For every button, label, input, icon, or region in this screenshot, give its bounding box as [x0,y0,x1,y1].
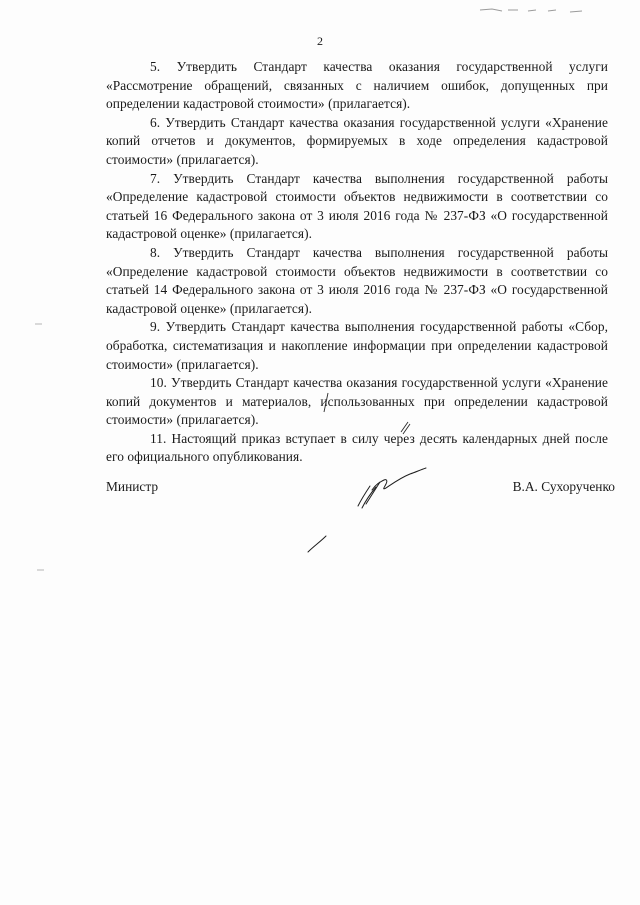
order-body [106,58,608,467]
signer-position: Министр [106,479,159,494]
paragraph-item-6: 6. Утвердить Стандарт качества оказания государственной услуги «Хранение копий отчетов и документов, формируемых в ходе определения кадастровой стоимости» (прилагается). [106,114,608,167]
paragraph-item-11: 11. Настоящий приказ вступает в силу через десять календарных дней после его официального опубликования. [106,430,608,465]
scan-mark-top-right [478,4,588,16]
scan-mark-left-2 [36,568,46,572]
page-number: 2 [317,34,323,48]
signer-name: В.А. Сухорученко [512,479,615,494]
paragraph-item-7: 7. Утвердить Стандарт качества выполнения государственной работы «Определение кадастровой стоимости объектов недвижимости в соответствии со статьей 16 Федерального закона от 3 июля 2016 года № 237-ФЗ «О государственной кадастровой оценке» (прилагается). [106,170,608,242]
paragraph-item-8: 8. Утвердить Стандарт качества выполнения государственной работы «Определение кадастровой стоимости объектов недвижимости в соответствии со статьей 14 Федерального закона от 3 июля 2016 года № 237-ФЗ «О государственной кадастровой оценке» (прилагается). [106,244,608,316]
paragraph-item-5: 5. Утвердить Стандарт качества оказания государственной услуги «Рассмотрение обращений, связанных с наличием ошибок, допущенных при определении кадастровой стоимости» (прилагается). [106,59,608,112]
scan-mark-left-1 [34,322,44,326]
handwritten-signature [300,460,440,560]
initials-mark-1 [318,392,330,414]
paragraph-item-9: 9. Утвердить Стандарт качества выполнения государственной работы «Сбор, обработка, систематизация и накопление информации при определении кадастровой стоимости» (прилагается). [106,319,608,372]
initials-mark-2 [398,418,412,436]
paragraph-item-10: 10. Утвердить Стандарт качества оказания государственной услуги «Хранение копий документов и материалов, использованных при определении кадастровой стоимости» (прилагается). [106,375,608,428]
